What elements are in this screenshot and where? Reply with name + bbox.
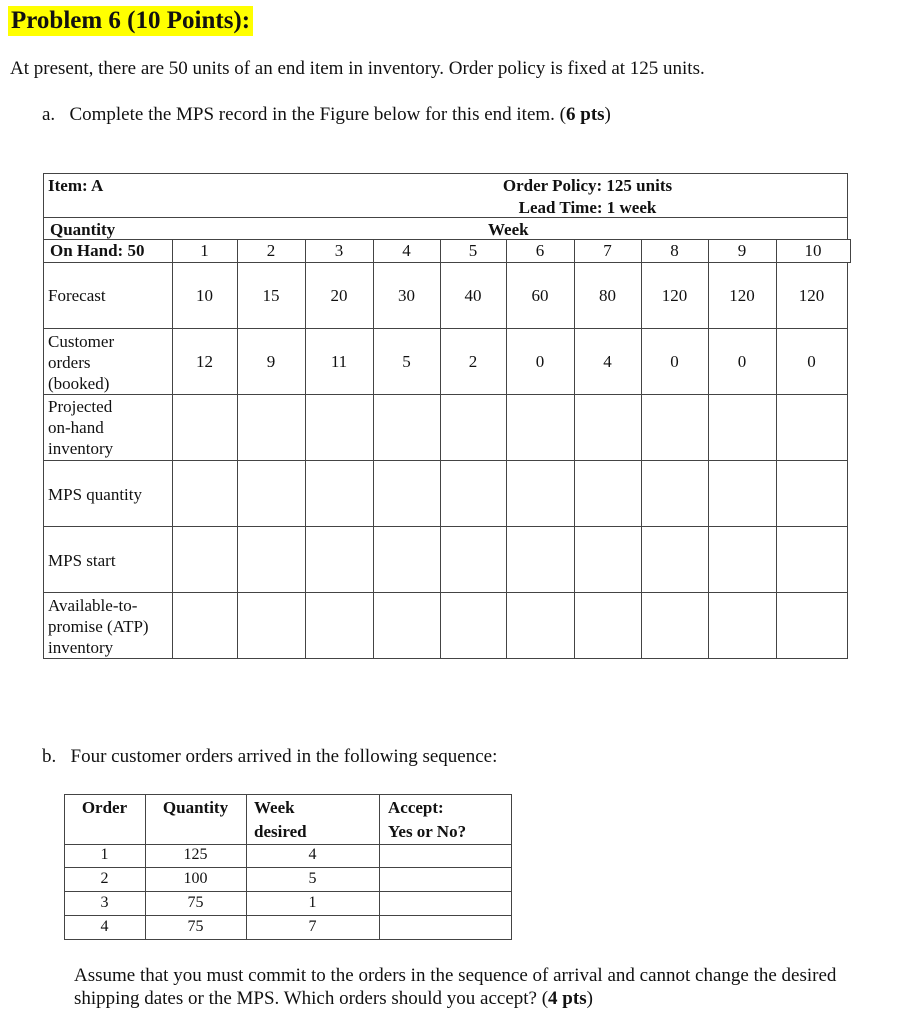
- forecast-cell: 15: [262, 285, 280, 305]
- accept-header: Accept:: [388, 798, 444, 817]
- forecast-cell: 60: [531, 285, 549, 305]
- part-a-instruction: [42, 104, 611, 126]
- order-week-cell: 4: [308, 846, 317, 863]
- week-label: Week: [488, 220, 529, 239]
- customer-orders-cell: 4: [603, 351, 612, 371]
- forecast-cell: 120: [661, 285, 688, 305]
- week-number: 9: [737, 241, 747, 260]
- customer-orders-cell: 9: [266, 351, 276, 371]
- customer-orders-cell: 5: [402, 351, 411, 371]
- order-number-cell: 1: [100, 846, 109, 863]
- quantity-header: Quantity: [162, 798, 229, 817]
- week-number: 7: [603, 241, 612, 260]
- assume-text: Assume that you must commit to the orders in the sequence of arrival and cannot change the desired shipping dates or the MPS. Which orders should you accept? (: [74, 965, 837, 1009]
- forecast-cell: 40: [464, 285, 482, 305]
- item-label: Item: A: [48, 176, 104, 195]
- order-header: Order: [81, 798, 128, 817]
- order-quantity-cell: 100: [183, 870, 208, 887]
- label-line: promise (ATP): [48, 617, 149, 636]
- lead-time-label: Lead Time: 1 week: [518, 198, 657, 217]
- label-line: Available-to-: [48, 596, 138, 615]
- label-line: (booked): [48, 374, 110, 393]
- customer-orders-row-label: [48, 331, 114, 394]
- week-number: 10: [804, 241, 822, 260]
- order-quantity-cell: 125: [183, 846, 208, 863]
- assume-points: 4 pts: [548, 988, 587, 1009]
- week-desired-header: Week: [254, 798, 295, 817]
- part-a-text: Complete the MPS record in the Figure below for this end item. (: [69, 104, 566, 125]
- order-week-cell: 5: [308, 870, 317, 887]
- part-b-instruction: [42, 746, 497, 768]
- customer-orders-cell: 2: [468, 351, 478, 371]
- customer-orders-cell: 0: [807, 351, 816, 371]
- part-a-suffix: ): [604, 104, 611, 125]
- order-quantity-cell: 75: [187, 894, 204, 911]
- forecast-cell: 10: [196, 285, 213, 305]
- week-number: 3: [334, 241, 344, 260]
- forecast-cell: 120: [729, 285, 755, 305]
- order-week-cell: 7: [308, 918, 317, 935]
- part-a-points: 6 pts: [566, 104, 605, 125]
- projected-row-label: [48, 396, 113, 459]
- forecast-cell: 30: [398, 285, 415, 305]
- label-line: orders: [48, 353, 91, 372]
- forecast-cell: 20: [330, 285, 348, 305]
- week-number: 1: [200, 241, 209, 260]
- customer-orders-cell: 0: [535, 351, 545, 371]
- customer-orders-cell: 0: [737, 351, 747, 371]
- customer-orders-cell: 11: [330, 351, 348, 371]
- label-line: Customer: [48, 332, 115, 351]
- order-number-cell: 4: [100, 918, 109, 935]
- customer-orders-cell: 12: [196, 351, 213, 371]
- forecast-row-label: Forecast: [48, 286, 106, 305]
- problem-title: Problem 6 (10 Points):: [8, 6, 253, 36]
- forecast-cell: 120: [798, 285, 825, 305]
- order-number-cell: 3: [100, 894, 109, 911]
- week-number: 5: [468, 241, 478, 260]
- label-line: inventory: [48, 439, 114, 458]
- mps-start-row-label: MPS start: [48, 551, 116, 570]
- order-week-cell: 1: [308, 894, 317, 911]
- part-b-prefix: b.: [42, 746, 57, 767]
- week-desired-header-line2: desired: [254, 822, 307, 841]
- on-hand-label: On Hand: 50: [50, 241, 145, 260]
- atp-row-label: [48, 595, 149, 658]
- order-quantity-cell: 75: [187, 918, 204, 935]
- part-b-text: Four customer orders arrived in the following sequence:: [70, 746, 498, 767]
- part-a-prefix: a.: [42, 104, 56, 125]
- assume-paragraph: [74, 964, 874, 1010]
- intro-text: At present, there are 50 units of an end item in inventory. Order policy is fixed at 125 units.: [10, 58, 705, 79]
- week-number: 2: [266, 241, 276, 260]
- accept-header-line2: Yes or No?: [388, 822, 467, 841]
- order-policy-label: Order Policy: 125 units: [502, 176, 673, 195]
- label-line: inventory: [48, 638, 114, 657]
- quantity-label: Quantity: [50, 220, 116, 239]
- order-number-cell: 2: [100, 870, 109, 887]
- forecast-cell: 80: [599, 285, 616, 305]
- week-number: 6: [535, 241, 545, 260]
- label-line: on-hand: [48, 418, 104, 437]
- customer-orders-cell: 0: [670, 351, 679, 371]
- mps-quantity-row-label: MPS quantity: [48, 485, 142, 504]
- week-number: 4: [402, 241, 411, 260]
- assume-suffix: ): [586, 988, 593, 1009]
- label-line: Projected: [48, 397, 113, 416]
- week-number: 8: [670, 241, 679, 260]
